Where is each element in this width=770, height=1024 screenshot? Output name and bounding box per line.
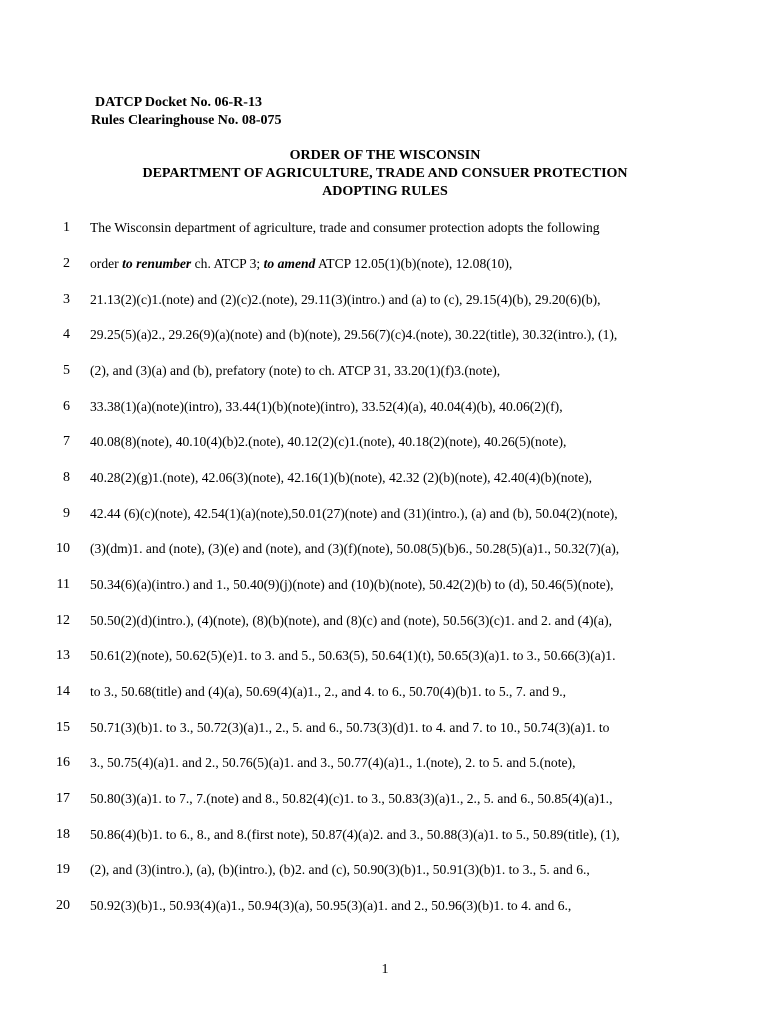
- line-number: 1: [63, 220, 70, 235]
- line-text: [90, 256, 512, 272]
- line-text-segment: order: [90, 256, 123, 271]
- line-number: 4: [63, 327, 70, 342]
- line-number: 16: [56, 755, 70, 770]
- line-text: to 3., 50.68(title) and (4)(a), 50.69(4)(a)1., 2., and 4. to 6., 50.70(4)(b)1. to 5., 7. and 9.,: [90, 684, 567, 699]
- line-text: 3., 50.75(4)(a)1. and 2., 50.76(5)(a)1. and 3., 50.77(4)(a)1., 1.(note), 2. to 5. and 5.(note),: [90, 755, 576, 770]
- amend-emphasis: to amend: [263, 256, 316, 271]
- line-text-segment: ch. ATCP 3;: [191, 256, 264, 271]
- line-text: 50.92(3)(b)1., 50.93(4)(a)1., 50.94(3)(a), 50.95(3)(a)1. and 2., 50.96(3)(b)1. to 4. and 6.,: [90, 898, 572, 913]
- clearinghouse-number: Rules Clearinghouse No. 08-075: [91, 113, 282, 128]
- renumber-emphasis: to renumber: [122, 256, 192, 271]
- line-text-segment: ATCP 12.05(1)(b)(note), 12.08(10),: [315, 256, 513, 271]
- line-text: 50.80(3)(a)1. to 7., 7.(note) and 8., 50.82(4)(c)1. to 3., 50.83(3)(a)1., 2., 5. and 6., 50.85(4)(a)1.,: [90, 791, 613, 806]
- line-number: 14: [56, 684, 70, 699]
- line-text: (2), and (3)(intro.), (a), (b)(intro.), (b)2. and (c), 50.90(3)(b)1., 50.91(3)(b)1. to 3., 5. and 6.,: [90, 862, 590, 877]
- line-number: 13: [56, 648, 70, 663]
- line-number: 17: [56, 791, 70, 806]
- line-number: 9: [63, 506, 70, 521]
- line-number: 7: [63, 434, 70, 449]
- line-number: 12: [56, 613, 70, 628]
- line-number: 6: [63, 399, 70, 414]
- line-number: 2: [63, 256, 70, 271]
- line-number: 20: [56, 898, 70, 913]
- docket-number: DATCP Docket No. 06-R-13: [95, 95, 262, 110]
- line-text: The Wisconsin department of agriculture, trade and consumer protection adopts the following: [90, 220, 600, 235]
- page-number: 1: [381, 962, 389, 977]
- line-text: (3)(dm)1. and (note), (3)(e) and (note), and (3)(f)(note), 50.08(5)(b)6., 50.28(5)(a)1., 50.32(7)(a),: [90, 541, 620, 556]
- line-text: 50.50(2)(d)(intro.), (4)(note), (8)(b)(note), and (8)(c) and (note), 50.56(3)(c)1. and 2. and (4)(a),: [90, 613, 613, 628]
- line-text: 21.13(2)(c)1.(note) and (2)(c)2.(note), 29.11(3)(intro.) and (a) to (c), 29.15(4)(b), 29.20(6)(b),: [90, 292, 601, 307]
- line-number: 11: [56, 577, 70, 592]
- line-number: 15: [56, 720, 70, 735]
- line-text: 40.28(2)(g)1.(note), 42.06(3)(note), 42.16(1)(b)(note), 42.32 (2)(b)(note), 42.40(4)(b)(note),: [90, 470, 593, 485]
- line-text: 42.44 (6)(c)(note), 42.54(1)(a)(note),50.01(27)(note) and (31)(intro.), (a) and (b), 50.04(2)(note),: [90, 506, 618, 521]
- line-text: 40.08(8)(note), 40.10(4)(b)2.(note), 40.12(2)(c)1.(note), 40.18(2)(note), 40.26(5)(note),: [90, 434, 567, 449]
- line-number: 10: [56, 541, 70, 556]
- line-number: 3: [63, 292, 70, 307]
- line-text: 50.86(4)(b)1. to 6., 8., and 8.(first note), 50.87(4)(a)2. and 3., 50.88(3)(a)1. to 5., 50.89(title), (1),: [90, 827, 620, 842]
- line-text: 33.38(1)(a)(note)(intro), 33.44(1)(b)(note)(intro), 33.52(4)(a), 40.04(4)(b), 40.06(2)(f),: [90, 399, 563, 414]
- line-number: 18: [56, 827, 70, 842]
- line-number: 5: [63, 363, 70, 378]
- line-text: 50.71(3)(b)1. to 3., 50.72(3)(a)1., 2., 5. and 6., 50.73(3)(d)1. to 4. and 7. to 10., 50.74(3)(a)1. to: [90, 720, 610, 735]
- line-number: 19: [56, 862, 70, 877]
- line-text: (2), and (3)(a) and (b), prefatory (note) to ch. ATCP 31, 33.20(1)(f)3.(note),: [90, 363, 501, 378]
- title-line-1: ORDER OF THE WISCONSIN: [289, 148, 481, 163]
- line-text: 29.25(5)(a)2., 29.26(9)(a)(note) and (b)(note), 29.56(7)(c)4.(note), 30.22(title), 30.32(intro.), (1),: [90, 327, 618, 342]
- line-text: 50.61(2)(note), 50.62(5)(e)1. to 3. and 5., 50.63(5), 50.64(1)(t), 50.65(3)(a)1. to 3., 50.66(3)(a)1.: [90, 648, 616, 663]
- line-text: 50.34(6)(a)(intro.) and 1., 50.40(9)(j)(note) and (10)(b)(note), 50.42(2)(b) to (d), 50.46(5)(note),: [90, 577, 614, 592]
- line-number: 8: [63, 470, 70, 485]
- title-line-3: ADOPTING RULES: [322, 184, 448, 199]
- title-line-2: DEPARTMENT OF AGRICULTURE, TRADE AND CONSUER PROTECTION: [142, 166, 628, 181]
